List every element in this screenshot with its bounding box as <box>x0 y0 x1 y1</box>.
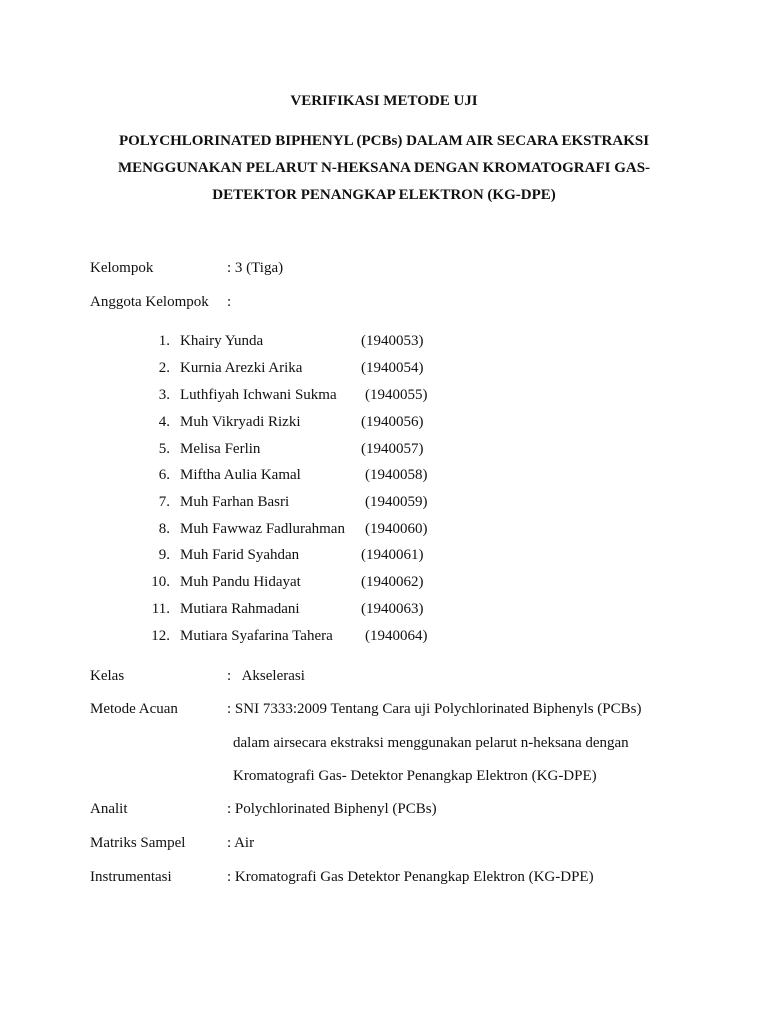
member-name: Muh Farid Syahdan <box>180 547 300 563</box>
metode-acuan-line-3: Kromatografi Gas- Detektor Penangkap Elektron (KG-DPE) <box>233 768 597 784</box>
member-number: 6. <box>158 467 170 483</box>
subtitle-line-3: DETEKTOR PENANGKAP ELEKTRON (KG-DPE) <box>212 187 556 203</box>
member-name: Luthfiyah Ichwani Sukma <box>180 387 337 403</box>
member-number: 2. <box>158 360 170 376</box>
document-title: VERIFIKASI METODE UJI <box>290 93 478 109</box>
member-number: 7. <box>158 494 170 510</box>
member-id: (1940053) <box>361 333 424 349</box>
member-number: 5. <box>158 441 170 457</box>
subtitle-line-2: MENGGUNAKAN PELARUT N-HEKSANA DENGAN KROMATOGRAFI GAS- <box>117 160 651 176</box>
member-id: (1940062) <box>361 574 424 590</box>
member-number: 12. <box>151 628 170 644</box>
kelompok-value: : 3 (Tiga) <box>227 260 284 276</box>
member-id: (1940063) <box>361 601 424 617</box>
subtitle-line-1: POLYCHLORINATED BIPHENYL (PCBs) DALAM AIR SECARA EKSTRAKSI <box>118 133 650 149</box>
member-name: Khairy Yunda <box>180 333 264 349</box>
member-number: 11. <box>151 601 170 617</box>
metode-acuan-label: Metode Acuan <box>90 701 178 717</box>
member-name: Muh Pandu Hidayat <box>180 574 301 590</box>
member-id: (1940056) <box>361 414 424 430</box>
member-number: 1. <box>158 333 170 349</box>
member-id: (1940064) <box>365 628 428 644</box>
member-id: (1940057) <box>361 441 424 457</box>
kelompok-label: Kelompok <box>90 260 154 276</box>
member-number: 10. <box>151 574 170 590</box>
member-id: (1940055) <box>365 387 428 403</box>
member-id: (1940060) <box>365 521 428 537</box>
member-number: 4. <box>158 414 170 430</box>
member-name: Muh Fawwaz Fadlurahman <box>180 521 345 537</box>
member-name: Kurnia Arezki Arika <box>180 360 303 376</box>
member-id: (1940061) <box>361 547 424 563</box>
member-id: (1940059) <box>365 494 428 510</box>
member-id: (1940058) <box>365 467 428 483</box>
matriks-sampel-value: : Air <box>227 835 255 851</box>
member-number: 9. <box>158 547 170 563</box>
member-id: (1940054) <box>361 360 424 376</box>
anggota-label: Anggota Kelompok <box>90 294 209 310</box>
matriks-sampel-label: Matriks Sampel <box>90 835 186 851</box>
metode-acuan-line-1: : SNI 7333:2009 Tentang Cara uji Polychlorinated Biphenyls (PCBs) <box>227 701 642 717</box>
instrumentasi-value: : Kromatografi Gas Detektor Penangkap Elektron (KG-DPE) <box>227 869 594 885</box>
member-name: Miftha Aulia Kamal <box>180 467 301 483</box>
member-name: Muh Farhan Basri <box>180 494 290 510</box>
analit-value: : Polychlorinated Biphenyl (PCBs) <box>227 801 437 817</box>
member-name: Melisa Ferlin <box>180 441 261 457</box>
member-name: Muh Vikryadi Rizki <box>180 414 301 430</box>
kelas-label: Kelas <box>90 668 125 684</box>
member-name: Mutiara Syafarina Tahera <box>180 628 333 644</box>
member-number: 8. <box>158 521 170 537</box>
anggota-value: : <box>227 294 232 310</box>
member-number: 3. <box>158 387 170 403</box>
metode-acuan-line-2: dalam airsecara ekstraksi menggunakan pelarut n-heksana dengan <box>233 735 629 751</box>
analit-label: Analit <box>90 801 128 817</box>
member-name: Mutiara Rahmadani <box>180 601 300 617</box>
kelas-value: : Akselerasi <box>227 668 305 684</box>
instrumentasi-label: Instrumentasi <box>90 869 172 885</box>
